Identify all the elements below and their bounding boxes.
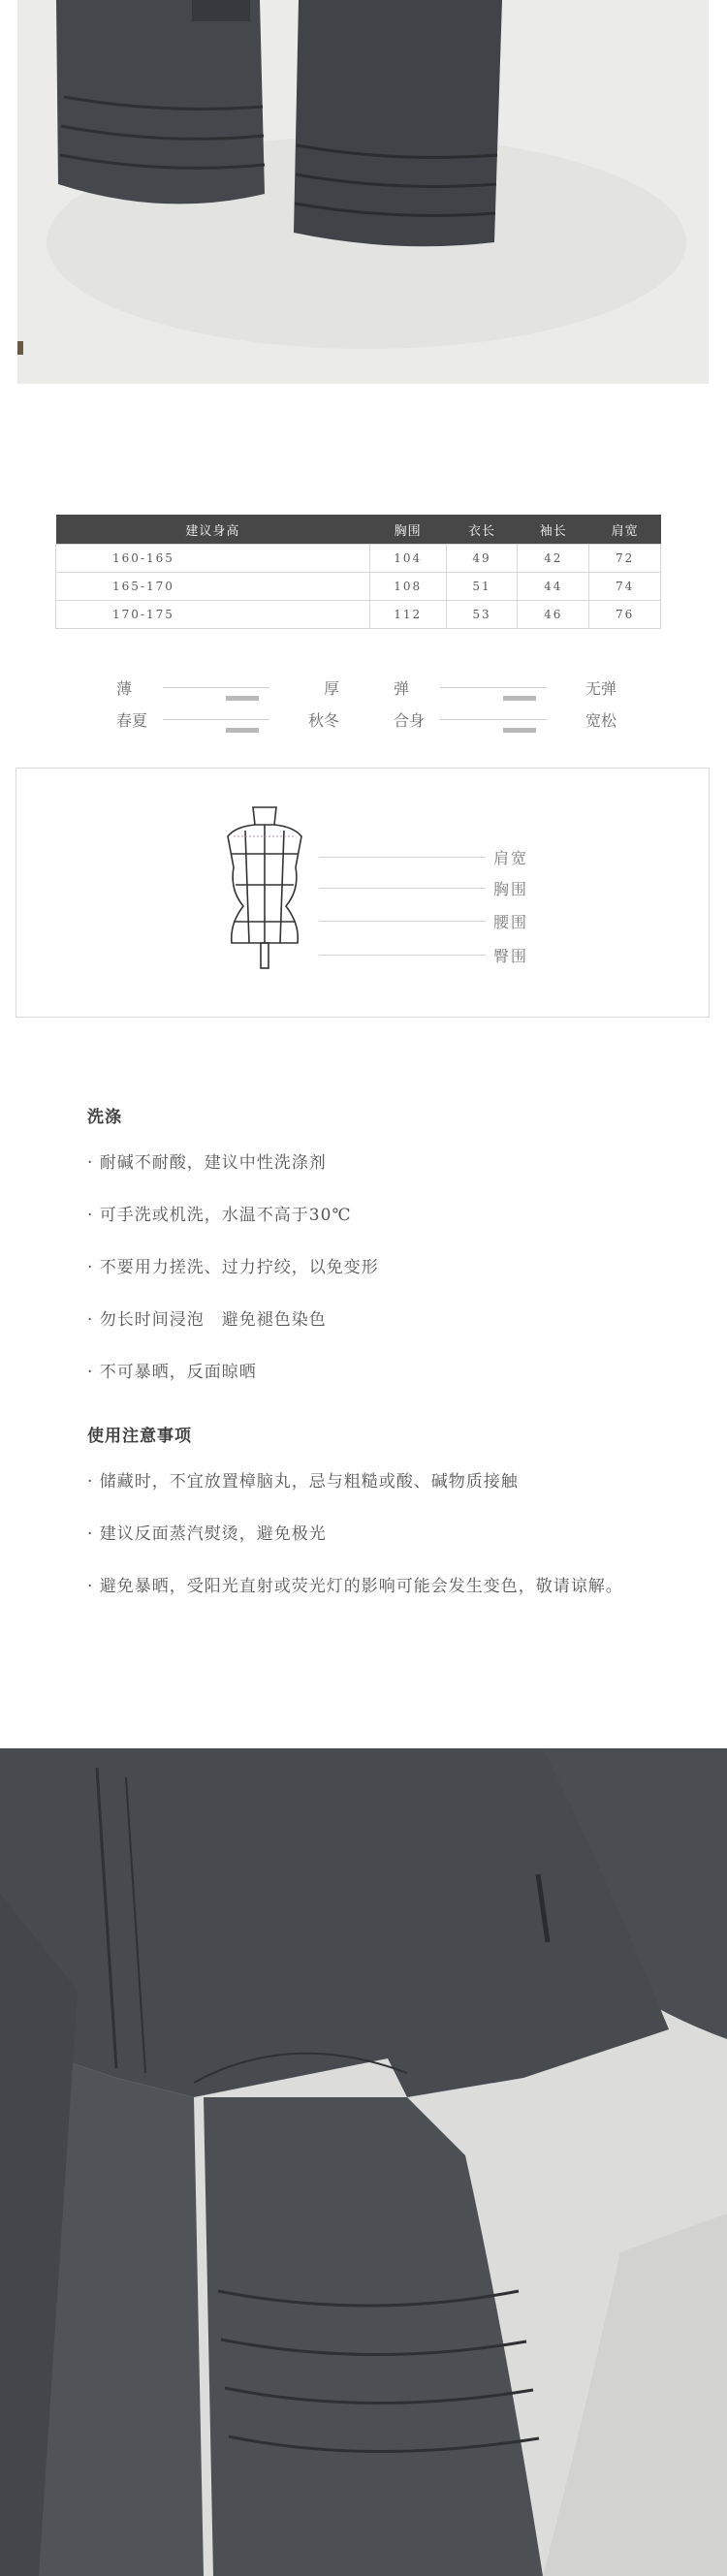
cell: 46 [518,601,589,629]
cell: 76 [589,601,661,629]
label-waist: 腰围 [493,913,529,931]
wash-title: 洗涤 [87,1108,122,1127]
attr-left-label: 弹 [394,679,410,698]
chest-line [319,888,486,889]
cell: 112 [369,601,446,629]
cell: 74 [589,573,661,601]
attr-track [163,687,269,688]
label-hip: 臀围 [493,947,529,965]
attr-knob [226,696,259,701]
cell: 170-175 [56,601,370,629]
cell: 49 [446,545,518,573]
table-row [56,601,661,629]
label-chest: 胸围 [493,880,529,898]
cell: 160-165 [56,545,370,573]
list-item: · 避免暴晒，受阳光直射或荧光灯的影响可能会发生变色，敬请谅解。 [87,1577,623,1596]
product-photo-bottom [0,1748,727,2576]
cell: 44 [518,573,589,601]
attr-fit [394,708,616,732]
attr-thickness [116,676,339,700]
header-shoulder: 肩宽 [589,515,661,545]
attr-right-label: 宽松 [585,711,616,730]
attr-season [116,708,339,732]
cell: 108 [369,573,446,601]
header-length: 衣长 [446,515,518,545]
shoulder-line [319,857,486,858]
table-row [56,573,661,601]
care-instructions [87,1103,708,1613]
header-chest: 胸围 [369,515,446,545]
attr-track [440,687,547,688]
product-photo-top [17,0,709,384]
attr-track [440,719,547,720]
table-row [56,545,661,573]
body-measurement-box [16,768,710,1018]
attr-left-label: 薄 [116,679,133,698]
attr-right-label: 厚 [323,679,339,698]
cell: 165-170 [56,573,370,601]
list-item: · 耐碱不耐酸，建议中性洗涤剂 [87,1153,327,1173]
attr-knob [226,728,259,733]
waist-line [319,921,486,922]
list-item: · 建议反面蒸汽熨烫，避免极光 [87,1524,327,1544]
attr-knob [503,728,536,733]
list-item: · 储藏时，不宜放置樟脑丸，忌与粗糙或酸、碱物质接触 [87,1472,519,1492]
header-sleeve: 袖长 [518,515,589,545]
cell: 53 [446,601,518,629]
list-item: · 不可暴晒，反面晾晒 [87,1363,257,1382]
cell: 42 [518,545,589,573]
notes-title: 使用注意事项 [87,1427,192,1446]
attr-knob [503,696,536,701]
wash-list [87,1137,708,1398]
list-item: · 可手洗或机洗，水温不高于30℃ [87,1206,352,1225]
header-height: 建议身高 [56,515,370,545]
notes-list [87,1456,708,1613]
hip-line [319,955,486,956]
size-table [55,515,661,629]
list-item: · 不要用力搓洗、过力拧绞，以免变形 [87,1258,379,1277]
attr-track [163,719,269,720]
attr-right-label: 无弹 [585,679,616,698]
cell: 51 [446,573,518,601]
mannequin-icon [206,798,323,972]
attr-right-label: 秋冬 [307,711,339,730]
cell: 104 [369,545,446,573]
attr-left-label: 春夏 [116,711,148,730]
list-item: · 勿长时间浸泡 避免褪色染色 [87,1310,327,1330]
attr-elasticity [394,676,616,700]
size-table-header [56,515,661,545]
attr-left-label: 合身 [394,711,426,730]
label-shoulder: 肩宽 [493,849,529,867]
cell: 72 [589,545,661,573]
